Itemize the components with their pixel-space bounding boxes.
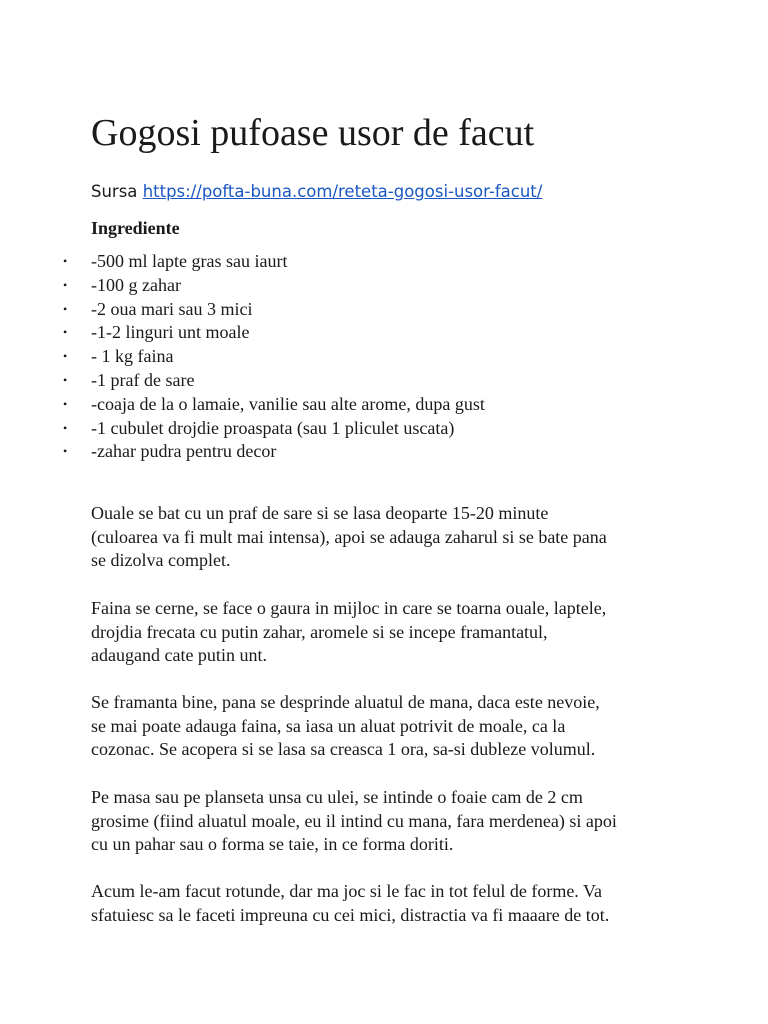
ingredients-list: [0, 250, 485, 464]
list-item: [0, 250, 485, 274]
paragraph-line: cu un pahar sau o forma se taie, in ce forma doriti.: [91, 834, 454, 854]
paragraph-line: adaugand cate putin unt.: [91, 645, 267, 665]
bullet-icon: •: [63, 325, 68, 340]
bullet-icon: •: [63, 372, 68, 387]
paragraph-line: Faina se cerne, se face o gaura in mijloc in care se toarna ouale, laptele,: [91, 598, 607, 618]
paragraph-line: cozonac. Se acopera si se lasa sa creasca 1 ora, sa-si dubleze volumul.: [91, 739, 596, 759]
paragraph-line: (culoarea va fi mult mai intensa), apoi se adauga zaharul si se bate pana: [91, 526, 607, 547]
list-item: [0, 298, 485, 322]
paragraph-line: se dizolva complet.: [91, 550, 231, 570]
bullet-icon: •: [63, 254, 68, 268]
paragraph-line: grosime (fiind aluatul moale, eu il intind cu mana, fara merdenea) si apoi: [91, 810, 617, 831]
list-item: [0, 321, 485, 345]
bullet-icon: •: [63, 349, 68, 364]
ingredient-text: -coaja de la o lamaie, vanilie sau alte arome, dupa gust: [91, 393, 485, 414]
instruction-paragraph-3: [91, 691, 711, 762]
list-item: [0, 369, 485, 393]
paragraph-line: se mai poate adauga faina, sa iasa un aluat potrivit de moale, ca la: [91, 715, 566, 736]
bullet-icon: •: [63, 420, 68, 435]
instruction-paragraph-4: [91, 786, 711, 857]
ingredient-text: -1 praf de sare: [91, 369, 195, 390]
ingredient-text: -500 ml lapte gras sau iaurt: [91, 251, 288, 271]
list-item: [0, 440, 485, 464]
paragraph-line: sfatuiesc sa le faceti impreuna cu cei mici, distractia va fi maaare de tot.: [91, 904, 610, 925]
bullet-icon: •: [63, 301, 68, 316]
bullet-icon: •: [63, 396, 68, 411]
ingredient-text: -zahar pudra pentru decor: [91, 441, 277, 462]
source-link[interactable]: https://pofta-buna.com/reteta-gogosi-usor-facut/: [142, 182, 543, 201]
ingredient-text: - 1 kg faina: [91, 346, 174, 367]
ingredient-text: -100 g zahar: [91, 274, 181, 295]
instruction-paragraph-1: [91, 502, 711, 573]
ingredient-text: -2 oua mari sau 3 mici: [91, 298, 253, 319]
list-item: [0, 345, 485, 369]
list-item: [0, 417, 485, 441]
source-label: Sursa: [91, 182, 138, 201]
list-item: [0, 274, 485, 298]
source-line: [91, 180, 542, 204]
instruction-paragraph-5: [91, 880, 711, 927]
paragraph-line: Se framanta bine, pana se desprinde aluatul de mana, daca este nevoie,: [91, 692, 600, 712]
paragraph-line: Pe masa sau pe planseta unsa cu ulei, se intinde o foaie cam de 2 cm: [91, 787, 583, 807]
bullet-icon: •: [63, 444, 68, 459]
instruction-paragraph-2: [91, 597, 711, 668]
paragraph-line: Ouale se bat cu un praf de sare si se lasa deoparte 15-20 minute: [91, 503, 549, 523]
ingredient-text: -1 cubulet drojdie proaspata (sau 1 pliculet uscata): [91, 417, 455, 438]
ingredient-text: -1-2 linguri unt moale: [91, 322, 250, 343]
paragraph-line: drojdia frecata cu putin zahar, aromele si se incepe framantatul,: [91, 621, 548, 642]
list-item: [0, 393, 485, 417]
paragraph-line: Acum le-am facut rotunde, dar ma joc si le fac in tot felul de forme. Va: [91, 881, 602, 901]
recipe-title: Gogosi pufoase usor de facut: [91, 112, 535, 154]
ingredients-heading: Ingrediente: [91, 218, 180, 238]
bullet-icon: •: [63, 277, 68, 292]
